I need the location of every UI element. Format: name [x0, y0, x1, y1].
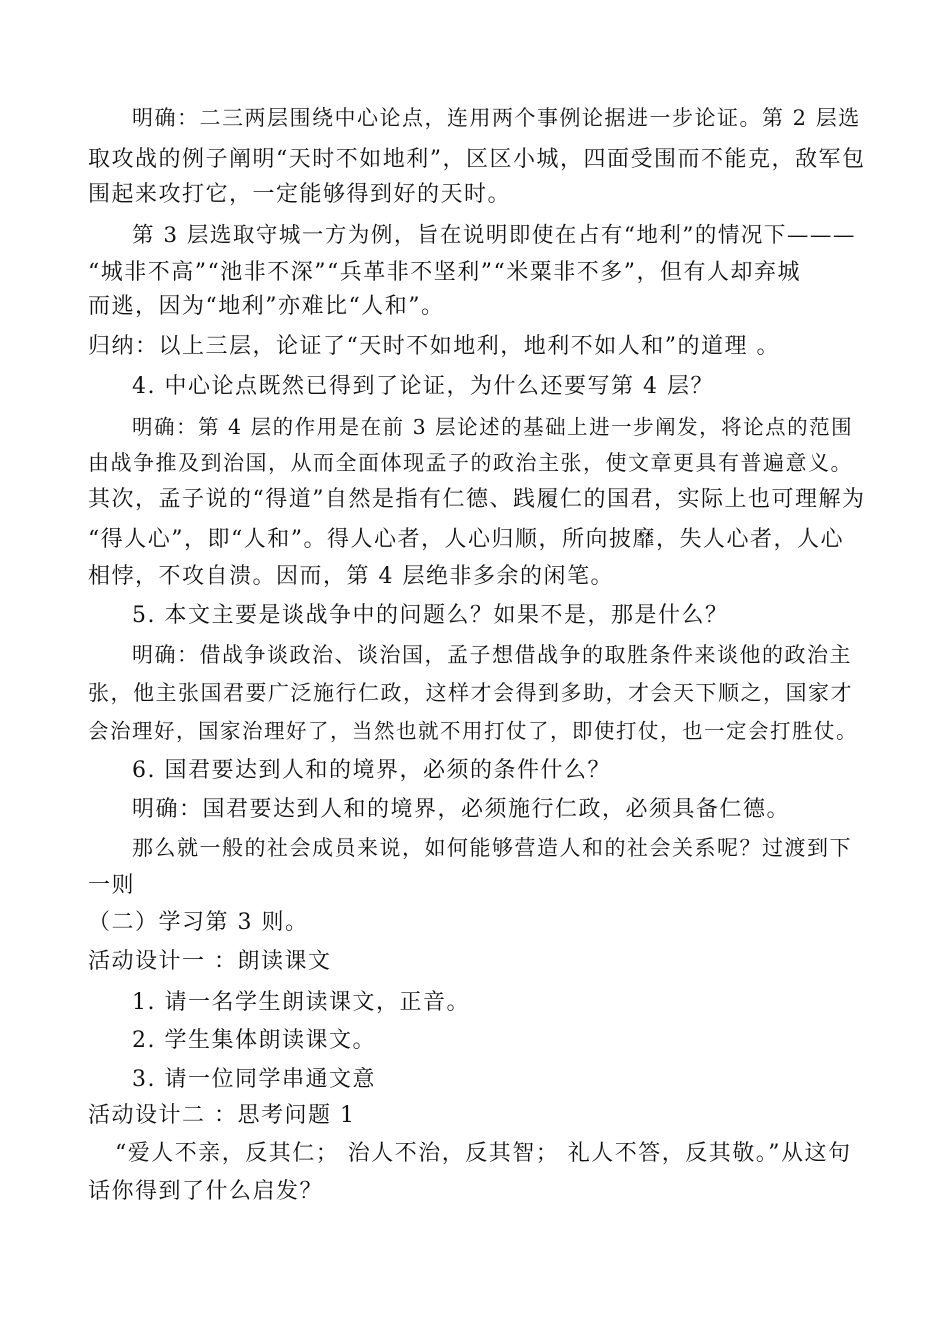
answer-5-line-3: 会治理好，国家治理好了，当然也就不用打仗了，即使打仗，也一定会打胜仗。 [88, 719, 858, 743]
quote-question-line-1: “爱人不亲，反其仁； 治人不治，反其智； 礼人不答，反其敬。”从这句 [115, 1141, 852, 1166]
paragraph-layer-3-line-3: 而逃，因为“地利”亦难比“人和”。 [88, 294, 445, 319]
paragraph-clarify-layers-2-3-line-1: 明确：二三两层围绕中心论点，连用两个事例论据进一步论证。第 2 层选 [132, 106, 861, 130]
paragraph-layer-3-line-1: 第 3 层选取守城一方为例，旨在说明即使在占有“地利”的情况下——— [132, 223, 856, 248]
answer-4-line-1: 明确：第 4 层的作用是在前 3 层论述的基础上进一步阐发，将论点的范围 [132, 415, 854, 439]
answer-4-line-4: “得人心”，即“人和”。得人心者，人心归顺，所向披靡，失人心者，人心 [88, 527, 844, 552]
paragraph-clarify-layers-2-3-line-3: 围起来攻打它，一定能够得到好的天时。 [88, 182, 512, 207]
question-5: 5. 本文主要是谈战争中的问题么？如果不是，那是什么？ [132, 603, 729, 628]
answer-5-line-2: 张，他主张国君要广泛施行仁政，这样才会得到多助，才会天下顺之，国家才 [88, 681, 853, 705]
answer-4-line-2: 由战争推及到治国，从而全面体现孟子的政治主张，使文章更具有普遍意义。 [88, 451, 853, 475]
activity-1-heading: 活动设计一 ：朗读课文 [88, 949, 332, 974]
transition-line-2: 一则 [88, 873, 136, 898]
activity-1-step-2: 2. 学生集体朗读课文。 [132, 1028, 376, 1053]
paragraph-layer-3-line-2: “城非不高”“池非不深”“兵革非不坚利”“米粟非不多”，但有人却弃城 [88, 260, 801, 285]
question-6: 6. 国君要达到人和的境界，必须的条件什么？ [132, 758, 611, 783]
activity-1-step-3: 3. 请一位同学串通文意 [132, 1067, 376, 1092]
answer-4-line-5: 相悖，不攻自溃。因而，第 4 层绝非多余的闲笔。 [88, 564, 614, 589]
answer-4-line-3: 其次，孟子说的“得道”自然是指有仁德、践履仁的国君，实际上也可理解为 [88, 487, 866, 512]
answer-5-line-1: 明确：借战争谈政治、谈治国，孟子想借战争的取胜条件来谈他的政治主 [132, 643, 852, 667]
paragraph-clarify-layers-2-3-line-2: 取攻战的例子阐明“天时不如地利”，区区小城，四面受围而不能克，敌军包 [88, 147, 866, 172]
quote-question-line-2: 话你得到了什么启发？ [88, 1179, 324, 1204]
section-heading-study-3: （二）学习第 3 则。 [88, 910, 309, 935]
transition-line-1: 那么就一般的社会成员来说，如何能够营造人和的社会关系呢？过渡到下 [132, 836, 852, 860]
question-4: 4. 中心论点既然已得到了论证，为什么还要写第 4 层？ [132, 374, 714, 399]
summary-line: 归纳：以上三层，论证了“天时不如地利，地利不如人和”的道理 。 [88, 334, 780, 359]
activity-1-step-1: 1. 请一名学生朗读课文，正音。 [132, 990, 470, 1015]
activity-2-heading: 活动设计二 ：思考问题 1 [88, 1103, 356, 1128]
answer-6: 明确：国君要达到人和的境界，必须施行仁政，必须具备仁德。 [132, 797, 791, 822]
